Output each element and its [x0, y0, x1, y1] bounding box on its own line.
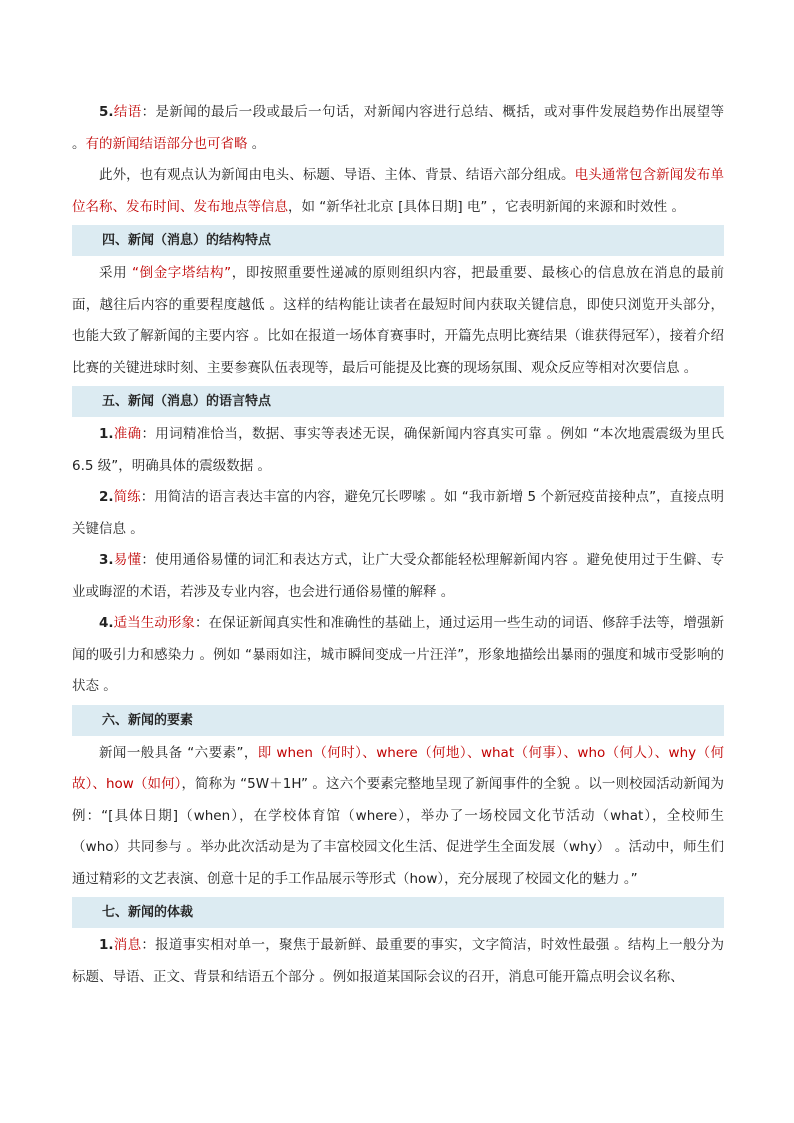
- item-text: ：在保证新闻真实性和准确性的基础上，通过运用一些生动的词语、修辞手法等，增强新闻的吸引力和感染力 。例如 “暴雨如注，城市瞬间变成一片汪洋”，形象地描绘出暴雨的强度和城市受影响的状态 。: [72, 615, 725, 694]
- list-item-concise: [72, 482, 724, 545]
- highlight-text: 有的新闻结语部分也可省略: [85, 135, 248, 152]
- item-number: 5.: [99, 104, 114, 120]
- section-heading-genres: 七、新闻的体裁: [72, 897, 724, 928]
- item-term: 简练: [113, 489, 141, 505]
- item-number: 1.: [99, 937, 114, 953]
- item-text: ：用简洁的语言表达丰富的内容，避免冗长啰嗦 。如 “我市新增 5 个新冠疫苗接种点”，直接点明关键信息 。: [72, 489, 724, 537]
- paragraph-structure: [72, 258, 724, 384]
- item-text: ：报道事实相对单一，聚焦于最新鲜、最重要的事实，文字简洁，时效性最强 。结构上一般分为标题、导语、正文、背景和结语五个部分 。例如报道某国际会议的召开，消息可能开篇点明会议名称、: [72, 937, 724, 985]
- item-term: 准确: [113, 426, 142, 442]
- paragraph-conclusion: [72, 97, 724, 160]
- highlight-text: 电头通常包含新闻发布单位名称、发布时间、发布地点等信息: [72, 167, 725, 215]
- para-text: ，即按照重要性递减的原则组织内容，把最重要、最核心的信息放在消息的最前面，越往后内容的重要程度越低 。这样的结构能让读者在最短时间内获取关键信息，即使只浏览开头部分，也能大致了解新闻的主要内容 。比如在报道一场体育赛事时，开篇先点明比赛结果（谁获得冠军），接着介绍比赛的关键进球时刻、主要参赛队伍表现等，最后可能提及比赛的现场氛围、观众反应等相对次要信息 。: [72, 265, 725, 376]
- item-term: 易懂: [113, 552, 142, 568]
- item-number: 2.: [99, 489, 114, 505]
- section-heading-structure: 四、新闻（消息）的结构特点: [72, 225, 724, 256]
- list-item-understandable: [72, 545, 724, 608]
- item-term: 结语: [113, 104, 142, 120]
- para-text: ，简称为 “5W＋1H” 。这六个要素完整地呈现了新闻事件的全貌 。以一则校园活动新闻为例：“[具体日期]（when），在学校体育馆（where），举办了一场校园文化节活动（what），全校师生（who）共同参与 。举办此次活动是为了丰富校园文化生活、促进学生全面发展（why） 。活动中，师生们通过精彩的文艺表演、创意十足的手工作品展示等形式（how），充分展现了校园文化的魅力 。”: [72, 776, 724, 887]
- item-text: ：是新闻的最后一段或最后一句话，对新闻内容进行总结、概括，或对事件发展趋势作出展望等 。: [72, 104, 725, 152]
- para-end: ，如 “新华社北京 [具体日期] 电” ，它表明新闻的来源和时效性 。: [288, 198, 685, 215]
- item-number: 3.: [99, 552, 114, 568]
- para-pre: 采用: [99, 265, 133, 281]
- list-item-accurate: [72, 419, 724, 482]
- highlight-text: 即 when（何时）、where（何地）、what（何事）、who（何人）、why（何故）、how（如何）: [72, 744, 724, 792]
- item-term: 消息: [113, 937, 142, 953]
- item-number: 1.: [99, 426, 114, 442]
- item-number: 4.: [99, 615, 114, 631]
- section-heading-elements: 六、新闻的要素: [72, 705, 724, 736]
- para-text: 此外，也有观点认为新闻由电头、标题、导语、主体、背景、结语六部分组成。: [99, 167, 575, 183]
- highlight-text: “倒金字塔结构”: [132, 265, 232, 281]
- paragraph-elements: [72, 738, 724, 896]
- list-item-vivid: [72, 608, 724, 703]
- document-page: [72, 97, 724, 993]
- item-text: ：用词精准恰当，数据、事实等表述无误，确保新闻内容真实可靠 。例如 “本次地震震级为里氏 6.5 级”，明确具体的震级数据 。: [72, 426, 725, 474]
- item-text: ：使用通俗易懂的词汇和表达方式，让广大受众都能轻松理解新闻内容 。避免使用过于生僻、专业或晦涩的术语，若涉及专业内容，也会进行通俗易懂的解释 。: [72, 552, 724, 600]
- list-item-message: [72, 930, 724, 993]
- item-end: 。: [247, 135, 266, 152]
- para-pre: 新闻一般具备 “六要素”，: [99, 744, 258, 761]
- item-term: 适当生动形象: [113, 615, 195, 631]
- section-heading-language: 五、新闻（消息）的语言特点: [72, 386, 724, 417]
- paragraph-six-parts: [72, 160, 724, 223]
